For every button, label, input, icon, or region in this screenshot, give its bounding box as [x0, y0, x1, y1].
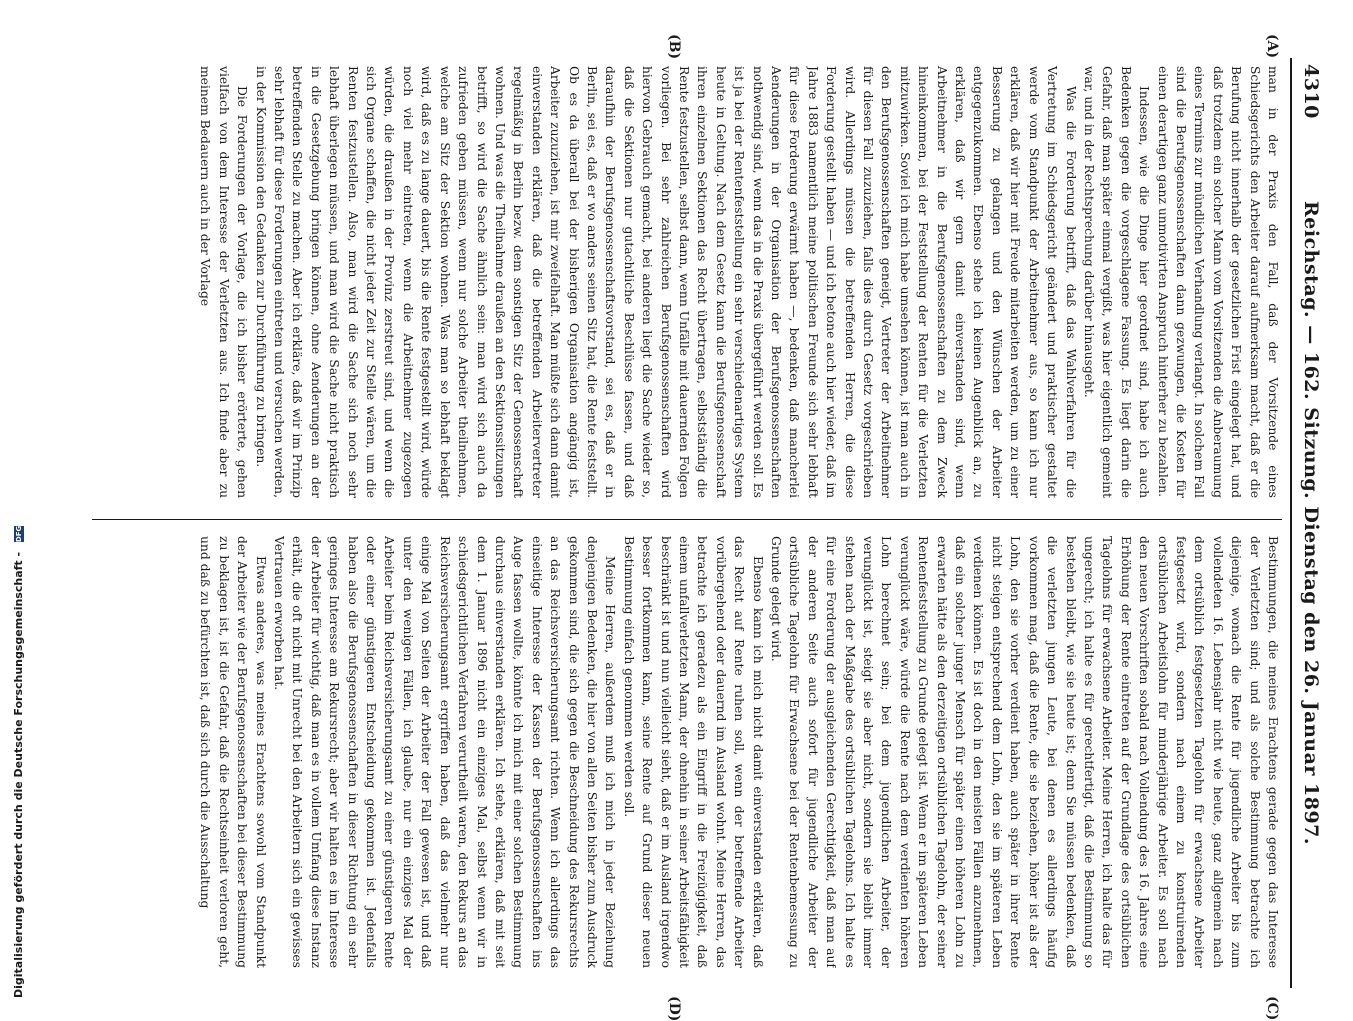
margin-mark-c: (C): [1264, 996, 1280, 1021]
paragraph: Bestimmungen, die meines Erachtens gerade gegen das Interesse der Verletzten sind; und als solche Bestimmung betrachte ich diejenige, wonach die Rente für jugendliche Arbeiter bis zum vollendeten 16. Lebensjahr nicht wie heute, ganz allgemein nach dem ortsüblich festgesetzten Tagelohn für erwachsene Arbeiter festgesetzt wird, sondern nach einem zu konstruirenden ortsüblichen Arbeitslohn für minderjährige Arbeiter. Es soll nach den neuen Vorschriften sobald nach Vollendung des 16. Jahres eine Erhöhung der Rente eintreten auf der Grundlage des ortsüblichen Tagelohns für erwachsene Arbeiter. Meine Herren, ich halte das für ungerecht; ich halte es für gerechtfertigt, daß die Bestimmung so bestehen bleibt, wie sie heute ist; denn Sie müssen bedenken, daß die verletzten jungen Leute, bei denen es allerdings häufig vorkommen mag, daß die Rente, die sie beziehen, höher ist als der Lohn, den sie vorher verdient haben, auch später in ihrer Rente nicht steigen entsprechend dem Lohn, den sie im späteren Leben verdienen können. Es ist doch in den meisten Fällen anzunehmen, daß ein solcher junger Mensch für später einen höheren Lohn zu erwarten hätte als den derzeitigen ortsüblichen Tagelohn, der seiner Rentenfeststellung zu Grunde gelegt ist. Wenn er im späteren Leben verunglückt wäre, würde die Rente nach dem verdienten höheren Lohn berechnet sein; bei dem jugendlichen Arbeiter, der verunglückt ist, steigt sie aber nicht, sondern sie bleibt immer stehen nach der Maßgabe des ortsüblichen Tagelohns. Ich halte es für eine Forderung der ausgleichenden Gerechtigkeit, daß man auf der anderen Seite auch sofort für jugendliche Arbeiter der ortsübliche Tagelohn für Erwachsene bei der Rentenbemessung zu Grunde gelegt wird.: [769, 536, 1280, 968]
paragraph: man in der Praxis den Fall, daß der Vorsitzende eines Schiedsgerichts den Arbeiter darauf aufmerksam macht, daß er die Berufung nicht innerhalb der gesetzlichen Frist eingelegt hat, und daß trotzdem ein solcher Mann vom Vorsitzenden die Anberaumung eines Termins zur mündlichen Verhandlung verlangt. In solchem Fall sind die Berufsgenossenschaften dann gezwungen, die Kosten für einen derartigen ganz unmotivirten Anspruch hinterher zu bezahlen.: [1155, 66, 1280, 498]
footer-credit: Digitalisierung gefördert durch die Deutsche Forschungsgemeinschaft -: [12, 551, 25, 998]
paragraph: Indessen, wie die Dinge hier geordnet sind, habe ich auch Bedenken gegen die vorgeschlagene Fassung. Es liegt darin die Gefahr, daß man später einmal vergißt, was hier eigentlich gemeint war, und in der Rechtsprechung darüber hinausgeht.: [1081, 66, 1152, 498]
paragraph: Was die Forderung betrifft, daß das Wahlverfahren für die Vertretung im Schiedsgericht geändert und praktischer gestaltet werde vom Standpunkt der Arbeitnehmer aus, so kann ich nur erklären, daß wir hier mit Freude mitarbeiten werden, um zu einer Besserung zu gelangen und den Wünschen der Arbeiter entgegenzukommen. Ebenso stehe ich keinen Augenblick an, zu erklären, daß wir gern damit einverstanden sind, wenn Arbeitnehmer in die Berufsgenossenschaften zu dem Zweck hineinkommen, bei der Feststellung der Renten für die Verletzten mitzuwirken. Soviel ich mich habe umsehen können, ist man auch in den Berufsgenossenschaften geneigt, Vertreter der Arbeitnehmer für diesen Fall zuzuziehen, falls dies durch Gesetz vorgeschrieben wird. Allerdings müssen die betreffenden Herren, die diese Forderung gestellt haben — und ich betone auch hier wieder, daß im Jahre 1883 namentlich meine politischen Freunde sich sehr lebhaft für diese Forderung erwärmt haben —, bedenken, daß mancherlei Aenderungen in der Organisation der Berufsgenossenschaften nothwendig sind, wenn das in die Praxis übergeführt werden soll. Es ist ja bei der Rentenfeststellung ein sehr verschiedenartiges System heute in Geltung. Nach dem Gesetz kann die Berufsgenossenschaft ihren einzelnen Sektionen das Recht übertragen, selbstständig die Rente festzustellen, selbst dann, wenn Unfälle mit dauernden Folgen vorliegen. Bei sehr zahlreichen Berufsgenossenschaften wird hiervon Gebrauch gemacht, bei anderen liegt die Sache wieder so, daß die Sektionen nur gutachtliche Beschlüsse fassen, und daß daraufhin der Berufsgenossenschaftsvorstand, sei es, daß er in Berlin, sei es, daß er wo anders seinen Sitz hat, die Rente feststellt. Ob es da überall bei der bisherigen Organisation angängig ist, Arbeiter zuzuziehen, ist mir zweifelhaft. Man müßte sich dann damit einverstanden erklären, daß die betreffenden Arbeitervertreter regelmäßig in Berlin bezw. dem sonstigen Sitz der Genossenschaft wohnen. Und was die Theilnahme draußen an den Sektionssitzungen betrifft, so wird die Sache ähnlich sein: man wird sich auch da zufrieden geben müssen, wenn nur solche Arbeiter theilnehmen, welche am Sitz der Sektion wohnen. Was man so lebhaft beklagt wird, daß es zu lange dauert, bis die Rente festgestellt wird, würde noch viel mehr eintreten, wenn die Arbeitnehmer zugezogen würden, die draußen in der Provinz zerstreut sind, und wenn die sich Organe schaffen, die nicht jeder Zeit zur Stelle wären, um die Renten festzustellen. Also, man wird die Sache sich noch sehr lebhaft überlegen müssen, und man wird die Sache nicht praktisch in die Gesetzgebung bringen können, ohne Aenderungen an der betreffenden Stelle zu machen. Aber ich erkläre, daß wir im Prinzip sehr lebhaft für diese Forderungen eintreten und versuchen werden, in der Kommission den Gedanken zur Durchführung zu bringen.: [253, 66, 1078, 498]
paragraph: Meine Herren, außerdem muß ich mich in jeder Beziehung denjenigen Bedenken, die hier von allen Seiten bisher zum Ausdruck gekommen sind, die sich gegen die Beschneidung des Rekursrechts an das Reichsversicherungsamt richten. Wenn ich allerdings das einseitige Interesse der Kassen der Berufsgenossenschaften ins Auge fassen wollte, könnte ich mich mit einer solchen Bestimmung durchaus einverstanden erklären. Ich stehe, erklären, daß mit seit dem 1. Januar 1896 nicht ein einziges Mal, selbst wenn wir in schiedsgerichtlichen Verfahren verurtheilt waren, den Rekurs an das Reichsversicherungsamt ergriffen haben, daß das vielmehr nur einige Mal von Seiten der Arbeiter der Fall gewesen ist, und daß unter den wenigen Fällen, ich glaube, nur ein einziges Mal der Arbeiter beim Reichsversicherungsamt zu einer günstigeren Rente oder einer günstigeren Entscheidung gekommen ist. Jedenfalls haben also die Berufsgenossenschaften in dieser Richtung ein sehr geringes Interesse am Rekursrecht; aber wir halten es im Interesse der Arbeiter für wichtig, daß man es in vollem Umfang diese Instanz erhält, die oft nicht mit Unrecht bei den Arbeitern sich ein gewisses Vertrauen erworben hat.: [272, 536, 618, 968]
paragraph: Ebenso kann ich mich nicht damit einverstanden erklären, daß das Recht auf Rente ruhen soll, wenn der betreffende Arbeiter vorübergehend oder dauernd im Ausland wohnt. Meine Herren, das betrachte ich geradezu als ein Eingriff in die Freizügigkeit, daß einem unfallverletzten Mann, der ohnehin in seiner Arbeitsfähigkeit beschränkt ist und nun vielleicht sieht, daß er im Ausland irgendwo besser fortkommen kann, seine Rente auf Grund dieser neuen Bestimmung einfach genommen werden soll.: [621, 536, 765, 968]
margin-mark-d: (D): [666, 996, 682, 1021]
page-header: [1296, 58, 1322, 988]
page-number: 4310: [1300, 64, 1322, 119]
header-rule: [1290, 58, 1292, 988]
paragraph: Die Forderungen der Vorlage, die ich bisher erörterte, gehen vielfach von dem Interesse der Verletzten aus. Ich finde aber zu meinem Bedauern auch in der Vorlage: [198, 66, 250, 498]
column-divider: [92, 519, 1282, 520]
page-title: Reichstag. — 162. Sitzung. Dienstag den 26. Januar 1897.: [1300, 200, 1322, 846]
right-column: [97, 536, 1282, 968]
rotated-page: [82, 34, 1322, 1021]
dfg-logo-icon: DFG: [15, 525, 23, 543]
margin-mark-b: (B): [666, 34, 682, 60]
margin-mark-a: (A): [1264, 34, 1280, 59]
left-column: [97, 66, 1282, 498]
paragraph: Etwas anderes, was meines Erachtens sowohl vom Standpunkt der Arbeiter wie der Berufsgenossenschaften bei dieser Bestimmung zu beklagen ist, ist die Gefahr, daß die Rechtseinheit verloren geht, und daß zu befürchten ist, daß sich durch die Ausschaltung: [198, 536, 268, 968]
digitization-footer: [6, 525, 26, 1000]
